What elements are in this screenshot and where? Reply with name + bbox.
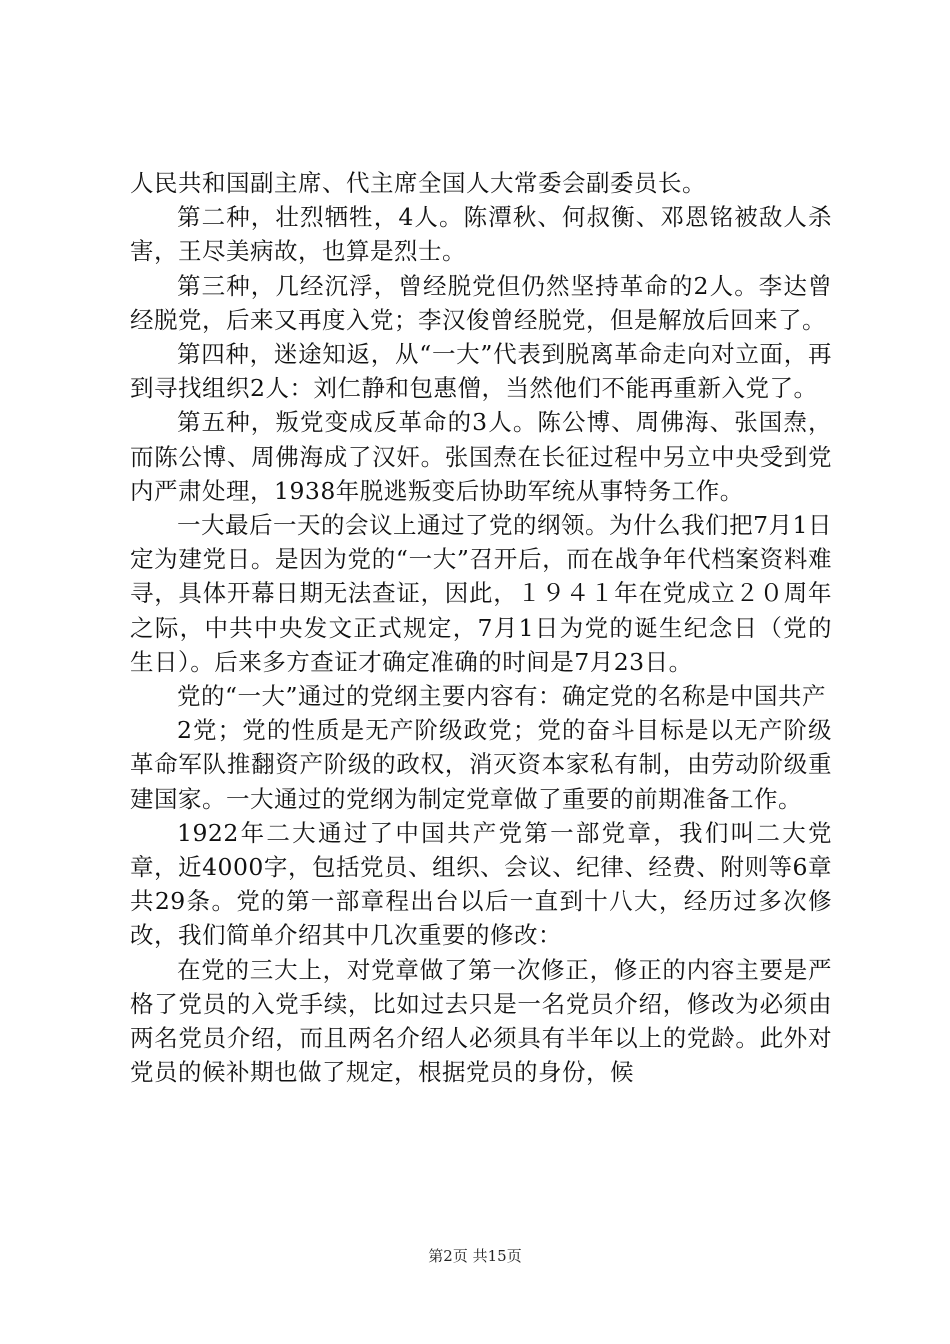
paragraph: 在党的三大上，对党章做了第一次修正，修正的内容主要是严格了党员的入党手续，比如过去只是一名党员介绍，修改为必须由两名党员介绍，而且两名介绍人必须具有半年以上的党龄。此外对党员的候补期也做了规定，根据党员的身份，候 <box>130 955 832 1087</box>
paragraph: 第二种，壮烈牺牲，4人。陈潭秋、何叔衡、邓恩铭被敌人杀害，王尽美病故，也算是烈士。 <box>130 203 832 266</box>
page-number-footer: 第2页 共15页 <box>428 1247 522 1265</box>
body-text <box>130 166 832 1089</box>
paragraph-continuation: 人民共和国副主席、代主席全国人大常委会副委员长。 <box>130 169 706 197</box>
paragraph: 第四种，迷途知返，从“一大”代表到脱离革命走向对立面，再到寻找组织2人：刘仁静和包惠僧，当然他们不能再重新入党了。 <box>130 340 832 403</box>
paragraph: 党的“一大”通过的党纲主要内容有：确定党的名称是中国共产 <box>177 682 827 711</box>
paragraph: 第五种，叛党变成反革命的3人。陈公博、周佛海、张国焘，而陈公博、周佛海成了汉奸。张国焘在长征过程中另立中央受到党内严肃处理，1938年脱逃叛变后协助军统从事特务工作。 <box>130 408 832 505</box>
paragraph: 一大最后一天的会议上通过了党的纲领。为什么我们把7月1日定为建党日。是因为党的“一大”召开后，而在战争年代档案资料难寻，具体开幕日期无法查证，因此，１９４１年在党成立２０周年之际，中共中央发文正式规定，7月1日为党的诞生纪念日（党的生日）。后来多方查证才确定准确的时间是7月23日。 <box>130 511 832 676</box>
paragraph: 1922年二大通过了中国共产党第一部党章，我们叫二大党章，近4000字，包括党员、组织、会议、纪律、经费、附则等6章共29条。党的第一部章程出台以后一直到十八大，经历过多次修改，我们简单介绍其中几次重要的修改： <box>130 818 832 950</box>
paragraph: 第三种，几经沉浮，曾经脱党但仍然坚持革命的2人。李达曾经脱党，后来又再度入党；李汉俊曾经脱党，但是解放后回来了。 <box>130 271 832 334</box>
paragraph: 2党；党的性质是无产阶级政党；党的奋斗目标是以无产阶级革命军队推翻资产阶级的政权，消灭资本家私有制，由劳动阶级重建国家。一大通过的党纲为制定党章做了重要的前期准备工作。 <box>130 716 832 813</box>
